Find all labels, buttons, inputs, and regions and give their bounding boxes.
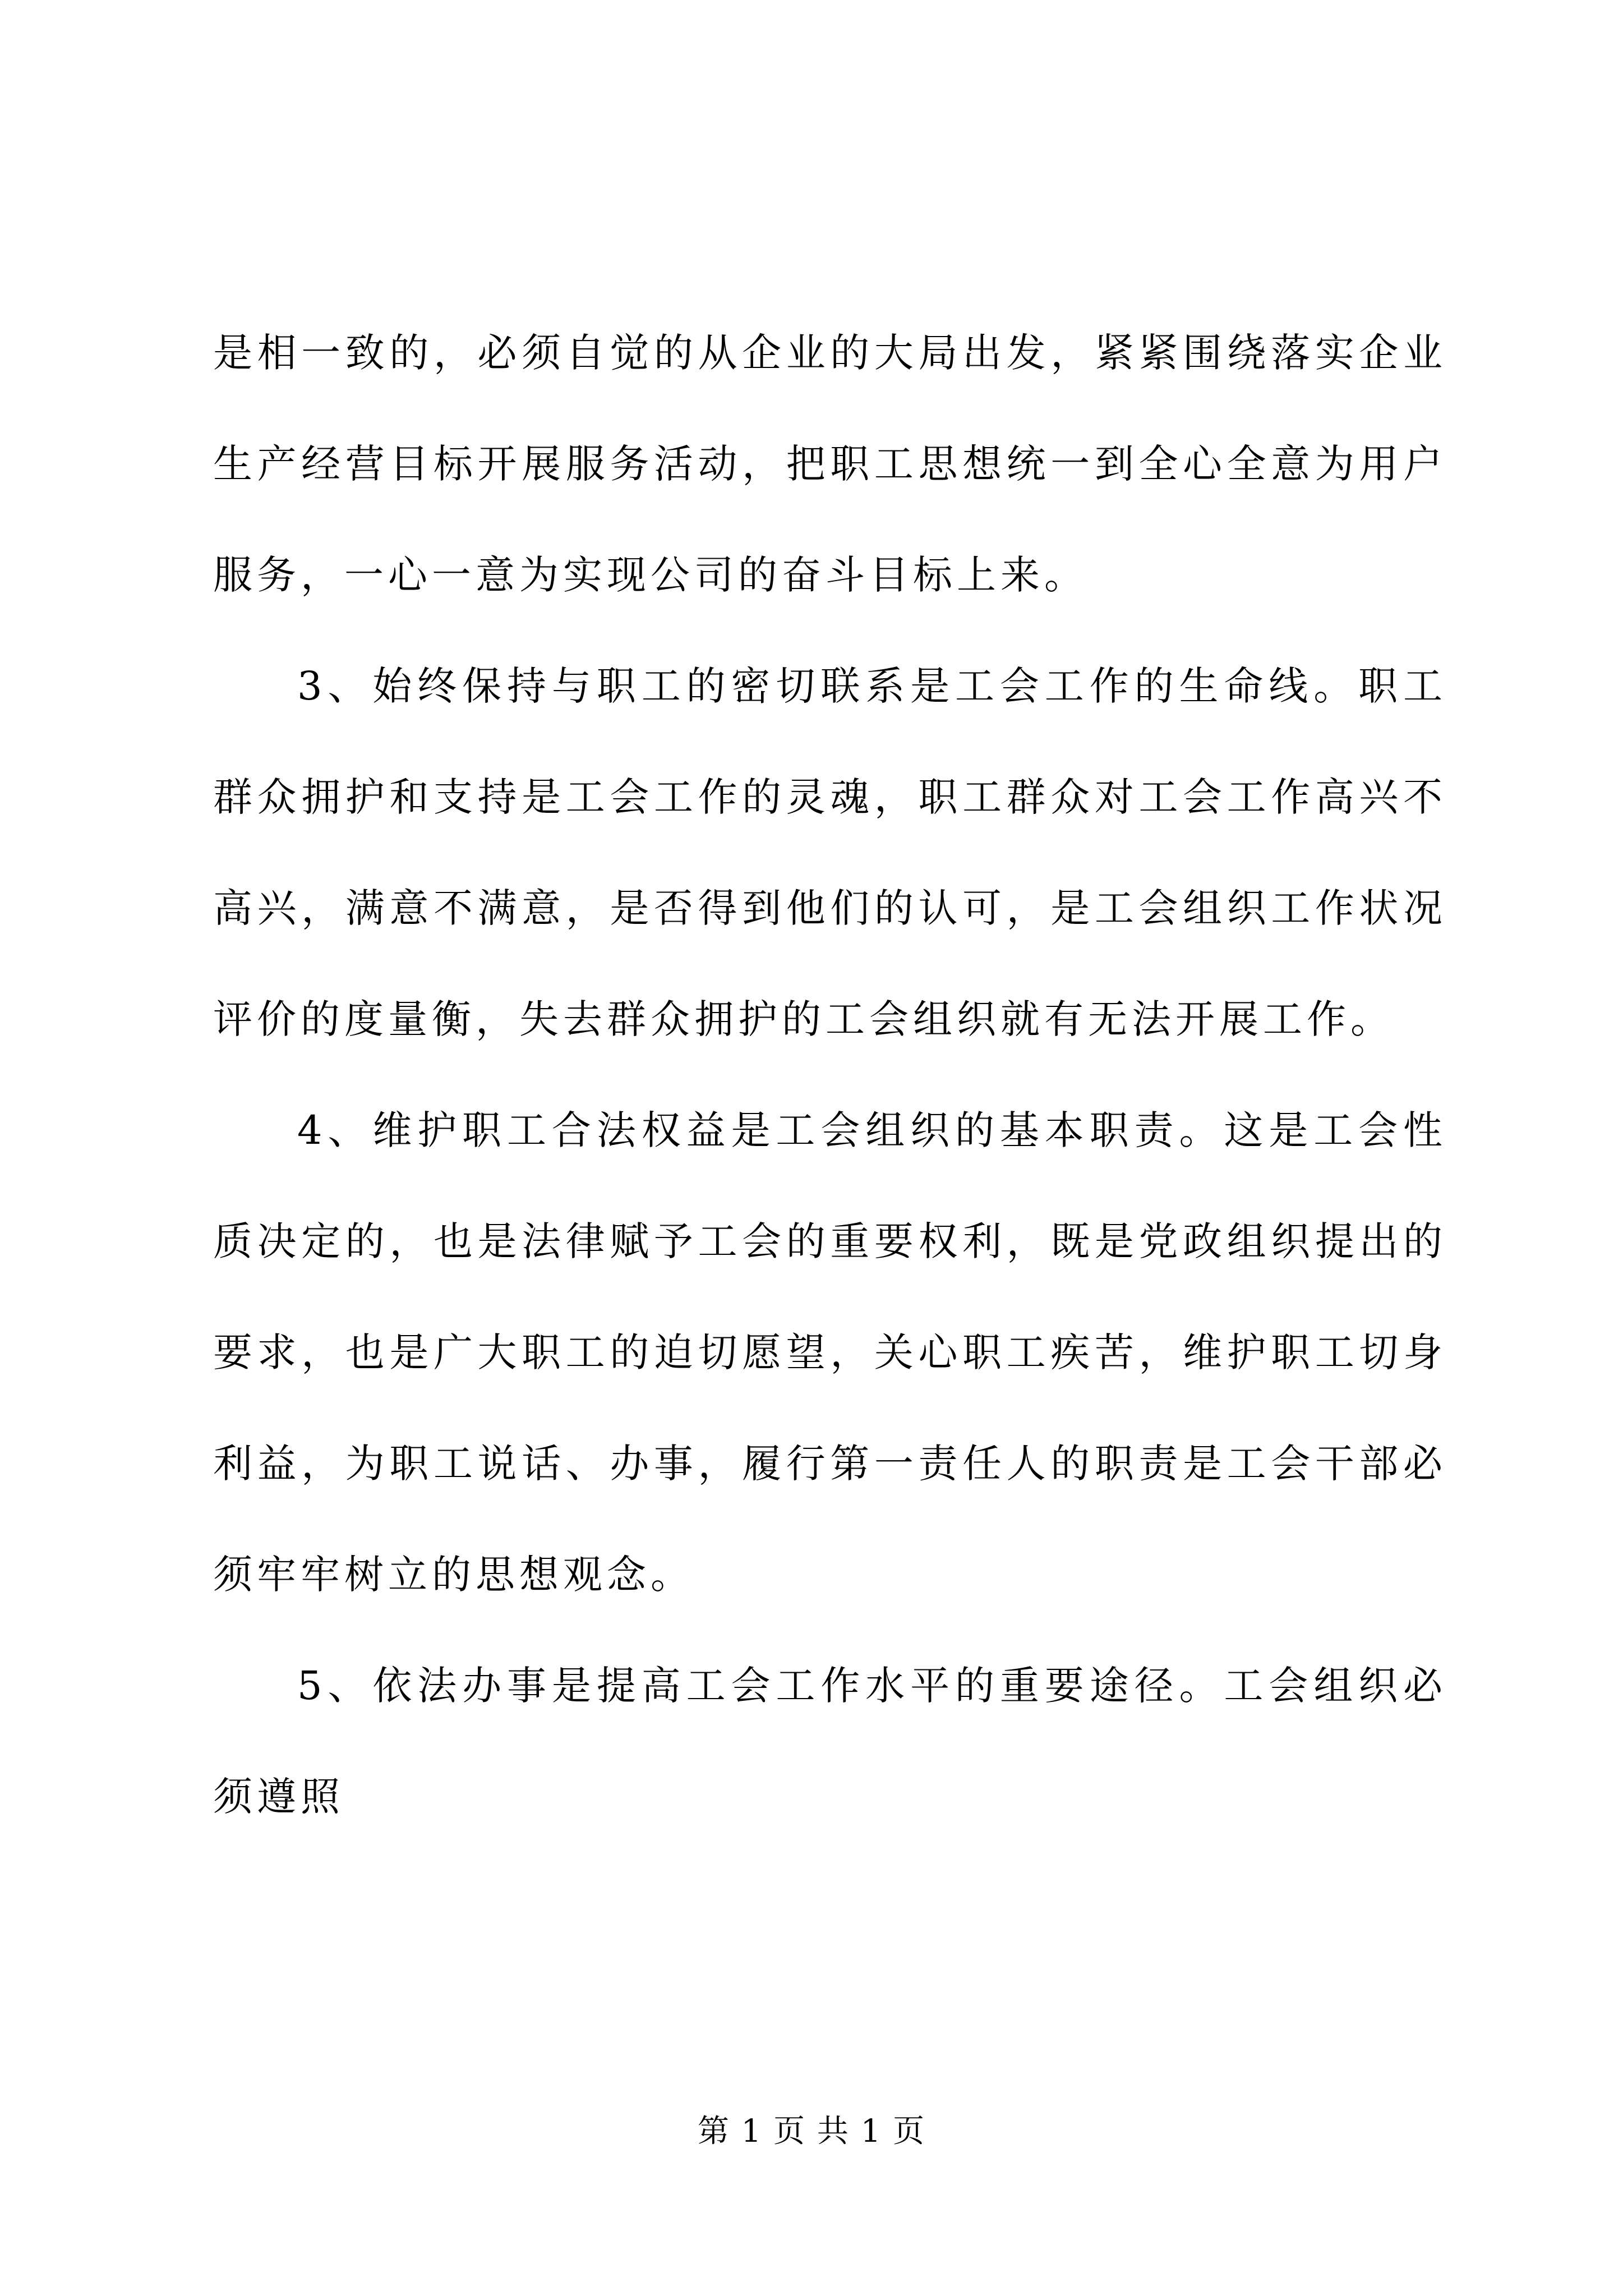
document-body: [213, 297, 1447, 1852]
page-number-footer: 第 1 页 共 1 页: [697, 2113, 926, 2150]
paragraph-item-3: 3、始终保持与职工的密切联系是工会工作的生命线。职工群众拥护和支持是工会工作的灵魂，职工群众对工会工作高兴不高兴，满意不满意，是否得到他们的认可，是工会组织工作状况评价的度量衡，失去群众拥护的工会组织就有无法开展工作。: [213, 663, 1447, 1042]
paragraph-continuation: 是相一致的，必须自觉的从企业的大局出发，紧紧围绕落实企业生产经营目标开展服务活动，把职工思想统一到全心全意为用户服务，一心一意为实现公司的奋斗目标上来。: [213, 330, 1447, 598]
paragraph-item-4: 4、维护职工合法权益是工会组织的基本职责。这是工会性质决定的，也是法律赋予工会的重要权利，既是党政组织提出的要求，也是广大职工的迫切愿望，关心职工疾苦，维护职工切身利益，为职工说话、办事，履行第一责任人的职责是工会干部必须牢牢树立的思想观念。: [213, 1107, 1447, 1598]
paragraph-item-5: 5、依法办事是提高工会工作水平的重要途径。工会组织必须遵照: [213, 1663, 1447, 1820]
